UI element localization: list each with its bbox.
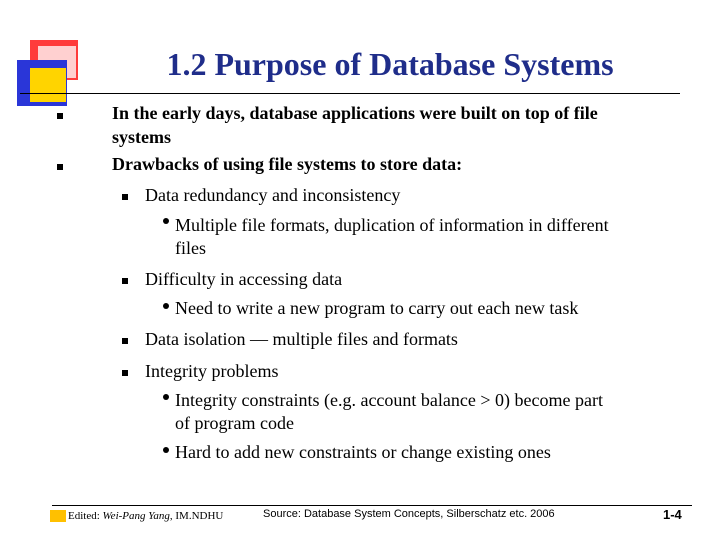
sub-bullet-text: Data isolation — multiple files and formats xyxy=(145,329,458,349)
footer-color-swatch xyxy=(50,510,66,522)
bullet-square-icon xyxy=(57,113,63,119)
bullet-text-continued: systems xyxy=(112,127,171,147)
detail-bullet-dot-icon xyxy=(163,394,169,400)
detail-text: Integrity constraints (e.g. account balance > 0) become part xyxy=(175,390,603,410)
slide-title: 1.2 Purpose of Database Systems xyxy=(166,46,614,82)
footer-source: Source: Database System Concepts, Silberschatz etc. 2006 xyxy=(263,508,555,520)
bullet-square-icon xyxy=(57,164,63,170)
detail-text-continued: of program code xyxy=(175,413,294,433)
sub-bullet-text: Integrity problems xyxy=(145,361,279,381)
sub-bullet-text: Data redundancy and inconsistency xyxy=(145,185,401,205)
footer-page-number: 1-4 xyxy=(663,507,682,522)
sub-bullet-square-icon xyxy=(122,194,128,200)
footer-editor xyxy=(68,510,223,522)
detail-bullet-dot-icon xyxy=(163,218,169,224)
detail-bullet-dot-icon xyxy=(163,303,169,309)
footer-divider xyxy=(52,505,692,506)
sub-bullet-text: Difficulty in accessing data xyxy=(145,269,343,289)
detail-text: Multiple file formats, duplication of information in different xyxy=(175,215,609,235)
sub-bullet-square-icon xyxy=(122,370,128,376)
title-divider xyxy=(20,93,680,94)
detail-text: Hard to add new constraints or change existing ones xyxy=(175,442,551,462)
footer-editor-suffix: , IM.NDHU xyxy=(169,510,224,522)
footer-editor-name: Wei-Pang Yang xyxy=(102,510,170,522)
detail-text-continued: files xyxy=(175,238,206,258)
sub-bullet-square-icon xyxy=(122,278,128,284)
logo-yellow-square xyxy=(30,68,66,102)
detail-text: Need to write a new program to carry out each new task xyxy=(175,298,579,318)
bullet-text: In the early days, database applications were built on top of file xyxy=(112,103,598,123)
detail-bullet-dot-icon xyxy=(163,447,169,453)
bullet-text: Drawbacks of using file systems to store data: xyxy=(112,154,463,174)
sub-bullet-square-icon xyxy=(122,338,128,344)
footer-editor-prefix: Edited: xyxy=(68,510,103,522)
